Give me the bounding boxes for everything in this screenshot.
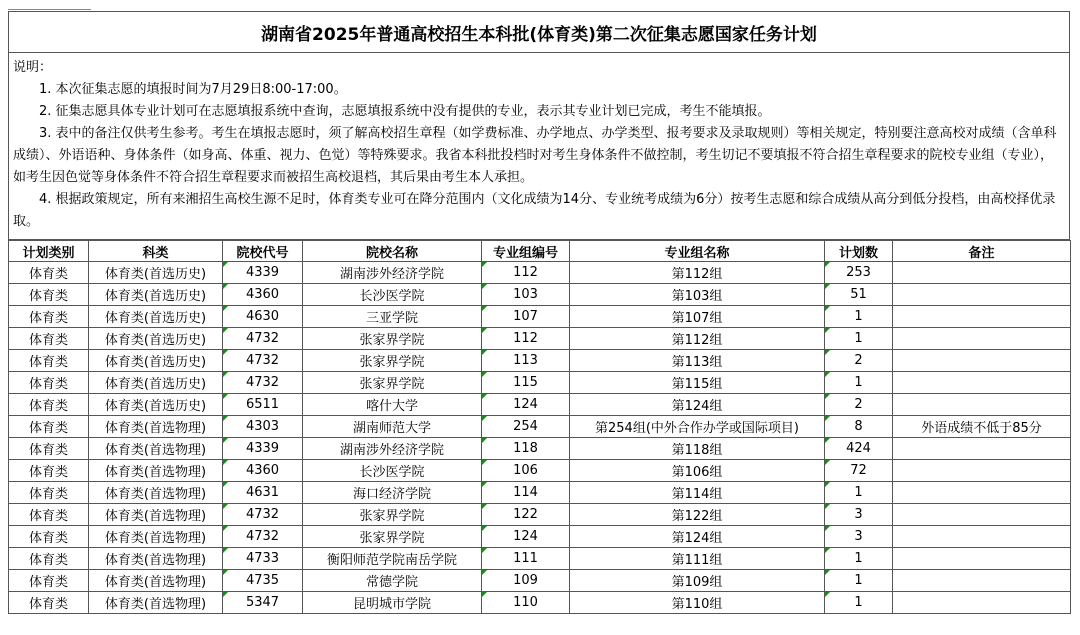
table-row [9, 460, 1071, 482]
cell-plan-category: 体育类 [9, 350, 89, 372]
cell-subject-type: 体育类(首选物理) [89, 482, 223, 504]
cell-group-name: 第112组 [570, 328, 825, 350]
table-row [9, 306, 1071, 328]
cell-remarks [893, 592, 1071, 614]
cell-remarks [893, 570, 1071, 592]
cell-group-number: 111 [482, 548, 570, 570]
cell-subject-type: 体育类(首选物理) [89, 570, 223, 592]
cell-plan-category: 体育类 [9, 372, 89, 394]
cell-school-name: 湖南涉外经济学院 [303, 262, 482, 284]
cell-school-code: 4732 [223, 526, 303, 548]
cell-subject-type: 体育类(首选物理) [89, 592, 223, 614]
cell-school-code: 4339 [223, 262, 303, 284]
note-item-2: 2. 征集志愿具体专业计划可在志愿填报系统中查询，志愿填报系统中没有提供的专业，表示其专业计划已完成，考生不能填报。 [39, 104, 771, 119]
cell-school-name: 张家界学院 [303, 350, 482, 372]
cell-plan-count: 1 [825, 570, 893, 592]
note-item-4: 4. 根据政策规定，所有来湘招生高校生源不足时，体育类专业可在降分范围内（文化成绩为14分、专业统考成绩为6分）按考生志愿和综合成绩从高分到低分投档，由高校择优录取。 [13, 192, 1056, 229]
table-row [9, 570, 1071, 592]
cell-subject-type: 体育类(首选历史) [89, 328, 223, 350]
note-item-3: 3. 表中的备注仅供考生参考。考生在填报志愿时，须了解高校招生章程（如学费标准、办学地点、办学类型、报考要求及录取规则）等相关规定，特别要注意高校对成绩（含单科成绩）、外语语种、身体条件（如身高、体重、视力、色觉）等特殊要求。我省本科批投档时对考生身体条件不做控制，考生切记不要填报不符合招生章程要求的院校专业组（专业），如考生因色觉等身体条件不符合招生章程要求而被招生高校退档，其后果由考生本人承担。 [13, 126, 1057, 185]
plan-sheet [8, 11, 1070, 614]
cell-group-number: 124 [482, 526, 570, 548]
cell-school-name: 常德学院 [303, 570, 482, 592]
cell-school-name: 三亚学院 [303, 306, 482, 328]
cell-subject-type: 体育类(首选历史) [89, 350, 223, 372]
cell-plan-count: 2 [825, 350, 893, 372]
cell-subject-type: 体育类(首选历史) [89, 394, 223, 416]
cell-group-number: 115 [482, 372, 570, 394]
cell-school-code: 4360 [223, 460, 303, 482]
cell-school-name: 衡阳师范学院南岳学院 [303, 548, 482, 570]
cell-plan-category: 体育类 [9, 438, 89, 460]
cell-school-name: 张家界学院 [303, 328, 482, 350]
table-row [9, 350, 1071, 372]
cell-plan-category: 体育类 [9, 482, 89, 504]
cell-group-number: 114 [482, 482, 570, 504]
cell-subject-type: 体育类(首选历史) [89, 284, 223, 306]
cell-group-number: 107 [482, 306, 570, 328]
note-item-1: 1. 本次征集志愿的填报时间为7月29日8:00-17:00。 [39, 82, 347, 97]
cell-plan-category: 体育类 [9, 504, 89, 526]
cell-remarks [893, 438, 1071, 460]
cell-subject-type: 体育类(首选物理) [89, 460, 223, 482]
cell-group-number: 106 [482, 460, 570, 482]
cell-remarks [893, 482, 1071, 504]
table-row [9, 328, 1071, 350]
cell-subject-type: 体育类(首选历史) [89, 262, 223, 284]
cell-group-name: 第122组 [570, 504, 825, 526]
cell-plan-count: 1 [825, 592, 893, 614]
cell-school-code: 4733 [223, 548, 303, 570]
top-rule [8, 9, 91, 10]
cell-plan-count: 1 [825, 372, 893, 394]
cell-remarks [893, 350, 1071, 372]
cell-group-name: 第254组(中外合作办学或国际项目) [570, 416, 825, 438]
header-school-code: 院校代号 [223, 241, 303, 262]
cell-group-number: 124 [482, 394, 570, 416]
cell-group-name: 第110组 [570, 592, 825, 614]
cell-group-name: 第114组 [570, 482, 825, 504]
cell-group-name: 第106组 [570, 460, 825, 482]
notes-section [8, 53, 1070, 240]
cell-plan-category: 体育类 [9, 570, 89, 592]
cell-school-name: 海口经济学院 [303, 482, 482, 504]
cell-group-number: 110 [482, 592, 570, 614]
cell-school-code: 4360 [223, 284, 303, 306]
cell-remarks [893, 526, 1071, 548]
header-group-name: 专业组名称 [570, 241, 825, 262]
cell-plan-count: 72 [825, 460, 893, 482]
cell-remarks [893, 460, 1071, 482]
header-subject-type: 科类 [89, 241, 223, 262]
cell-school-code: 4732 [223, 350, 303, 372]
cell-plan-count: 253 [825, 262, 893, 284]
cell-remarks [893, 262, 1071, 284]
table-row [9, 416, 1071, 438]
cell-group-name: 第124组 [570, 394, 825, 416]
cell-school-code: 6511 [223, 394, 303, 416]
cell-group-name: 第118组 [570, 438, 825, 460]
header-plan-category: 计划类别 [9, 241, 89, 262]
cell-school-code: 4732 [223, 504, 303, 526]
cell-remarks [893, 394, 1071, 416]
table-header-row [9, 241, 1071, 262]
table-row [9, 482, 1071, 504]
cell-subject-type: 体育类(首选物理) [89, 416, 223, 438]
cell-remarks: 外语成绩不低于85分 [893, 416, 1071, 438]
cell-remarks [893, 328, 1071, 350]
cell-group-number: 118 [482, 438, 570, 460]
header-remarks: 备注 [893, 241, 1071, 262]
cell-school-name: 长沙医学院 [303, 460, 482, 482]
cell-plan-category: 体育类 [9, 548, 89, 570]
cell-plan-count: 1 [825, 306, 893, 328]
cell-group-name: 第112组 [570, 262, 825, 284]
table-row [9, 284, 1071, 306]
cell-school-code: 4339 [223, 438, 303, 460]
cell-school-code: 4735 [223, 570, 303, 592]
table-row [9, 394, 1071, 416]
cell-school-name: 张家界学院 [303, 526, 482, 548]
cell-school-code: 4630 [223, 306, 303, 328]
cell-remarks [893, 372, 1071, 394]
cell-remarks [893, 548, 1071, 570]
cell-plan-count: 1 [825, 548, 893, 570]
cell-school-name: 昆明城市学院 [303, 592, 482, 614]
cell-group-number: 122 [482, 504, 570, 526]
cell-plan-category: 体育类 [9, 416, 89, 438]
cell-plan-category: 体育类 [9, 592, 89, 614]
notes-heading: 说明： [13, 60, 53, 75]
cell-plan-count: 51 [825, 284, 893, 306]
header-school-name: 院校名称 [303, 241, 482, 262]
cell-plan-count: 1 [825, 482, 893, 504]
cell-school-name: 张家界学院 [303, 372, 482, 394]
cell-group-name: 第107组 [570, 306, 825, 328]
cell-plan-category: 体育类 [9, 284, 89, 306]
cell-subject-type: 体育类(首选历史) [89, 372, 223, 394]
table-row [9, 262, 1071, 284]
table-row [9, 504, 1071, 526]
cell-subject-type: 体育类(首选物理) [89, 438, 223, 460]
table-row [9, 438, 1071, 460]
cell-subject-type: 体育类(首选物理) [89, 526, 223, 548]
cell-school-code: 4303 [223, 416, 303, 438]
cell-school-code: 4631 [223, 482, 303, 504]
cell-group-number: 254 [482, 416, 570, 438]
cell-school-name: 湖南师范大学 [303, 416, 482, 438]
cell-subject-type: 体育类(首选历史) [89, 306, 223, 328]
cell-school-name: 湖南涉外经济学院 [303, 438, 482, 460]
cell-group-number: 112 [482, 328, 570, 350]
header-plan-count: 计划数 [825, 241, 893, 262]
cell-plan-count: 3 [825, 526, 893, 548]
cell-school-code: 5347 [223, 592, 303, 614]
table-row [9, 592, 1071, 614]
cell-group-name: 第109组 [570, 570, 825, 592]
cell-remarks [893, 306, 1071, 328]
cell-subject-type: 体育类(首选物理) [89, 548, 223, 570]
table-row [9, 372, 1071, 394]
cell-plan-category: 体育类 [9, 306, 89, 328]
cell-group-number: 109 [482, 570, 570, 592]
page-title: 湖南省2025年普通高校招生本科批(体育类)第二次征集志愿国家任务计划 [8, 11, 1070, 53]
cell-school-name: 长沙医学院 [303, 284, 482, 306]
cell-plan-count: 424 [825, 438, 893, 460]
table-row [9, 548, 1071, 570]
cell-school-code: 4732 [223, 328, 303, 350]
cell-plan-category: 体育类 [9, 394, 89, 416]
cell-remarks [893, 504, 1071, 526]
cell-group-name: 第113组 [570, 350, 825, 372]
cell-group-number: 113 [482, 350, 570, 372]
cell-school-code: 4732 [223, 372, 303, 394]
cell-plan-category: 体育类 [9, 460, 89, 482]
cell-plan-count: 8 [825, 416, 893, 438]
table-row [9, 526, 1071, 548]
cell-plan-category: 体育类 [9, 328, 89, 350]
cell-plan-count: 1 [825, 328, 893, 350]
cell-group-number: 112 [482, 262, 570, 284]
cell-group-name: 第115组 [570, 372, 825, 394]
cell-plan-count: 2 [825, 394, 893, 416]
cell-subject-type: 体育类(首选物理) [89, 504, 223, 526]
cell-school-name: 喀什大学 [303, 394, 482, 416]
cell-plan-category: 体育类 [9, 262, 89, 284]
cell-group-name: 第103组 [570, 284, 825, 306]
cell-plan-count: 3 [825, 504, 893, 526]
cell-group-name: 第124组 [570, 526, 825, 548]
cell-school-name: 张家界学院 [303, 504, 482, 526]
cell-group-number: 103 [482, 284, 570, 306]
header-group-number: 专业组编号 [482, 241, 570, 262]
cell-plan-category: 体育类 [9, 526, 89, 548]
cell-group-name: 第111组 [570, 548, 825, 570]
cell-remarks [893, 284, 1071, 306]
plan-table [8, 240, 1071, 614]
